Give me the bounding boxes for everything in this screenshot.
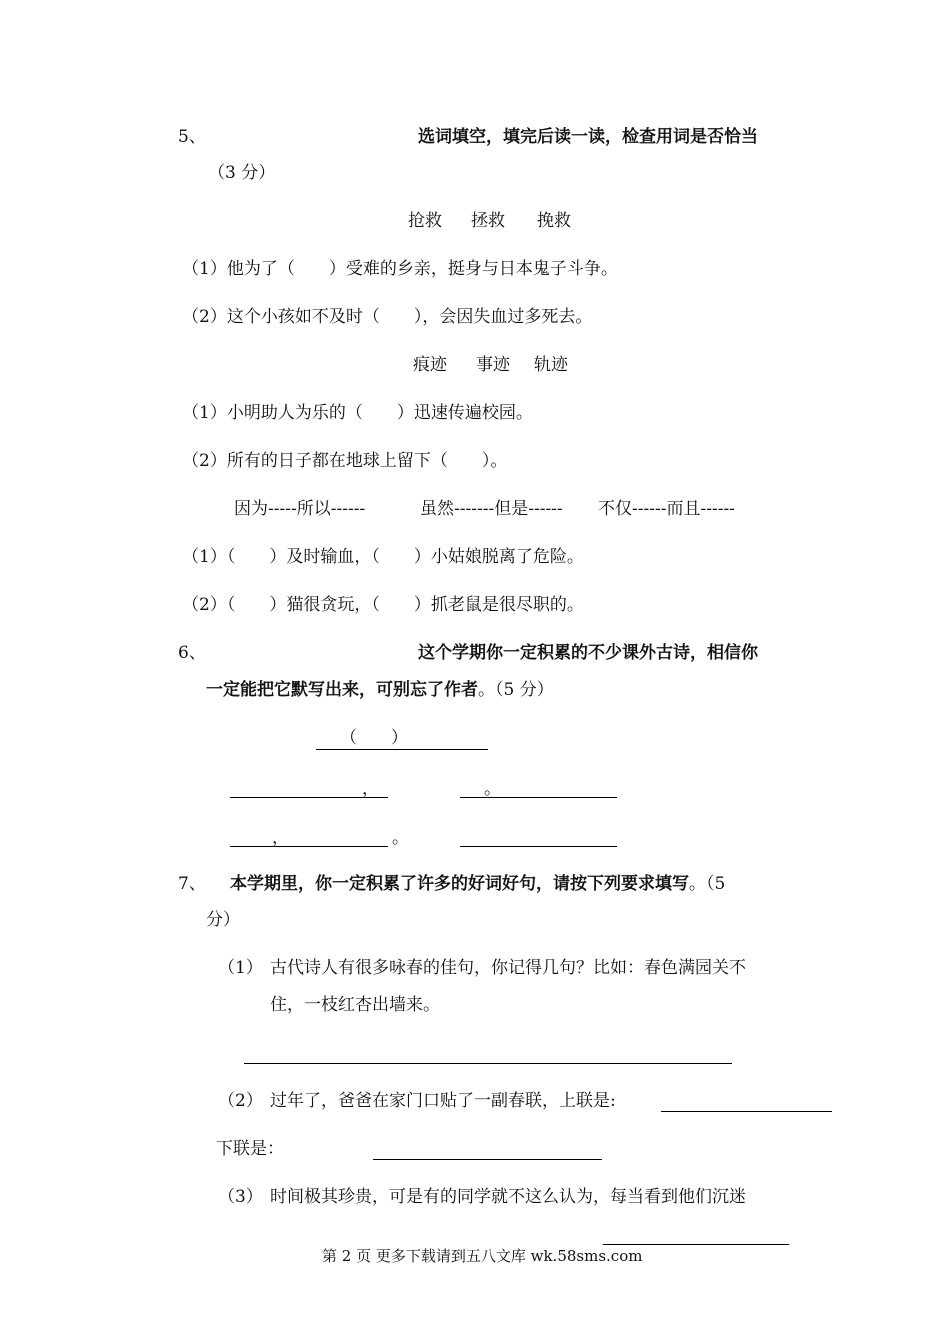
- q6-score: 。（5 分）: [478, 680, 554, 700]
- conjunction-option: 不仅------而且------: [598, 499, 735, 519]
- conjunction-option: 虽然-------但是------: [420, 499, 563, 519]
- q7-sub1-label: （1）: [218, 958, 263, 978]
- q7-number: 7、: [178, 874, 206, 894]
- q5-item: （2）（ ）猫很贪玩，（ ）抓老鼠是很尽职的。: [182, 595, 584, 615]
- word-option: 抢救: [408, 211, 442, 231]
- q7-sub2-text: 过年了，爸爸在家门口贴了一副春联，上联是:: [270, 1091, 616, 1111]
- q5-item: （1）（ ）及时输血，（ ）小姑娘脱离了危险。: [182, 547, 584, 567]
- q7-score-cont: 分）: [206, 910, 240, 930]
- couplet-lower-blank[interactable]: [373, 1159, 602, 1160]
- q6-comma: ，: [272, 828, 289, 848]
- q7-sub1-line1: 古代诗人有很多咏春的佳句，你记得几句？比如：春色满园关不: [270, 958, 746, 978]
- sub3-blank[interactable]: [603, 1244, 789, 1245]
- q6-title-line1: 这个学期你一定积累的不少课外古诗，相信你: [418, 643, 758, 663]
- q5-number: 5、: [178, 127, 206, 147]
- page-footer: 第 2 页 更多下载请到五八文库 wk.58sms.com: [322, 1247, 643, 1265]
- q7-sub3-text: 时间极其珍贵，可是有的同学就不这么认为，每当看到他们沉迷: [270, 1187, 746, 1207]
- q6-comma: ，: [362, 779, 379, 799]
- q7-title: 本学期里，你一定积累了许多的好词好句，请按下列要求填写: [230, 874, 689, 894]
- q7-sub1-line2: 住，一枝红杏出墙来。: [270, 995, 440, 1015]
- q7-sub2-label: （2）: [218, 1091, 263, 1111]
- q5-score: （3 分）: [208, 163, 276, 183]
- q7-title-line: [230, 874, 725, 894]
- word-option: 拯救: [471, 211, 505, 231]
- q7-sub3-label: （3）: [218, 1187, 263, 1207]
- q7-sub2-lower-label: 下联是：: [216, 1139, 284, 1159]
- q6-number: 6、: [178, 643, 206, 663]
- spring-poem-blank[interactable]: [244, 1063, 732, 1064]
- word-option: 挽救: [537, 211, 571, 231]
- q5-item: （2）所有的日子都在地球上留下（ ）。: [182, 451, 508, 471]
- q6-period: 。: [392, 828, 409, 848]
- q6-author-paren: （ ）: [340, 728, 408, 748]
- word-option: 事迹: [476, 355, 510, 375]
- couplet-upper-blank[interactable]: [661, 1111, 832, 1112]
- conjunction-option: 因为-----所以------: [234, 499, 366, 519]
- q5-item: （1）小明助人为乐的（ ）迅速传遍校园。: [182, 403, 533, 423]
- q5-item: （1）他为了（ ）受难的乡亲，挺身与日本鬼子斗争。: [182, 259, 618, 279]
- q5-title: 选词填空，填完后读一读，检查用词是否恰当: [418, 127, 758, 147]
- poem-line3-blank[interactable]: [230, 846, 388, 847]
- q6-title-line2: [206, 680, 554, 700]
- poem-line4-blank[interactable]: [460, 846, 617, 847]
- word-option: 痕迹: [413, 355, 447, 375]
- q5-item: （2）这个小孩如不及时（ ），会因失血过多死去。: [182, 307, 593, 327]
- poem-title-blank[interactable]: [316, 749, 488, 750]
- word-option: 轨迹: [534, 355, 568, 375]
- q6-title-text: 一定能把它默写出来，可别忘了作者: [206, 680, 478, 700]
- q6-period: 。: [484, 779, 501, 799]
- q7-score: 。（5: [689, 874, 726, 894]
